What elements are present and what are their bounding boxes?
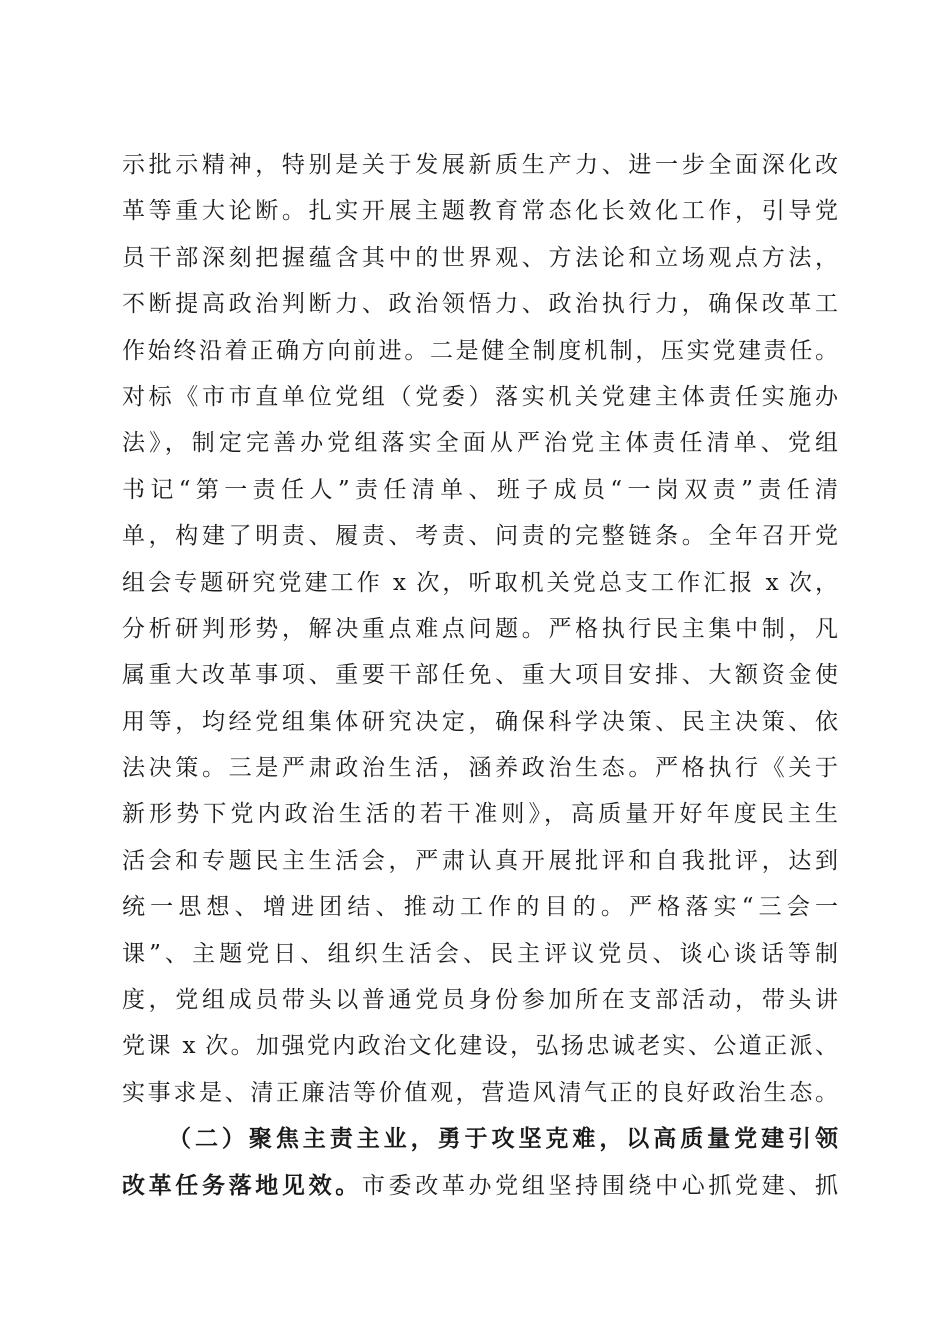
- text-line: 统一思想、增进团结、推动工作的目的。严格落实“三会一: [122, 894, 838, 921]
- text-line: 用等，均经党组集体研究决定，确保科学决策、民主决策、依: [122, 708, 838, 735]
- text-line: 不断提高政治判断力、政治领悟力、政治执行力，确保改革工: [122, 291, 838, 318]
- text-line: 活会和专题民主生活会，严肃认真开展批评和自我批评，达到: [122, 847, 838, 874]
- text-line: 对标《市市直单位党组（党委）落实机关党建主体责任实施办: [122, 383, 838, 410]
- text-line: 作始终沿着正确方向前进。二是健全制度机制，压实党建责任。: [122, 337, 838, 364]
- text-line: 单，构建了明责、履责、考责、问责的完整链条。全年召开党: [122, 523, 838, 550]
- text-line: 革等重大论断。扎实开展主题教育常态化长效化工作，引导党: [122, 198, 838, 225]
- text-line: 新形势下党内政治生活的若干准则》，高质量开好年度民主生: [122, 801, 838, 828]
- text-line: 分析研判形势，解决重点难点问题。严格执行民主集中制，凡: [122, 615, 838, 642]
- text-line: 实事求是、清正廉洁等价值观，营造风清气正的良好政治生态。: [122, 1079, 838, 1106]
- text-line: 课”、主题党日、组织生活会、民主评议党员、谈心谈话等制: [122, 940, 838, 967]
- section-line: [122, 1163, 838, 1209]
- text-line: 员干部深刻把握蕴含其中的世界观、方法论和立场观点方法，: [122, 244, 838, 271]
- text-line: 属重大改革事项、重要干部任免、重大项目安排、大额资金使: [122, 662, 838, 689]
- section-heading-line: （二）聚焦主责主业，勇于攻坚克难，以高质量党建引领: [168, 1125, 838, 1153]
- text-line: 党课 x 次。加强党内政治文化建设，弘扬忠诚老实、公道正派、: [122, 1033, 838, 1060]
- text-line: 法决策。三是严肃政治生活，涵养政治生态。严格执行《关于: [122, 755, 838, 782]
- section-body-start: 市委改革办党组坚持围绕中心抓党建、抓: [361, 1172, 839, 1199]
- document-body: [122, 142, 838, 1209]
- text-line: 度，党组成员带头以普通党员身份参加所在支部活动，带头讲: [122, 987, 838, 1014]
- text-line: 组会专题研究党建工作 x 次，听取机关党总支工作汇报 x 次，: [122, 569, 838, 596]
- text-line: 示批示精神，特别是关于发展新质生产力、进一步全面深化改: [122, 152, 838, 178]
- text-line: 书记“第一责任人”责任清单、班子成员“一岗双责”责任清: [122, 476, 838, 503]
- section-heading-end: 改革任务落地见效。: [122, 1171, 362, 1199]
- text-line: 法》，制定完善办党组落实全面从严治党主体责任清单、党组: [122, 430, 838, 457]
